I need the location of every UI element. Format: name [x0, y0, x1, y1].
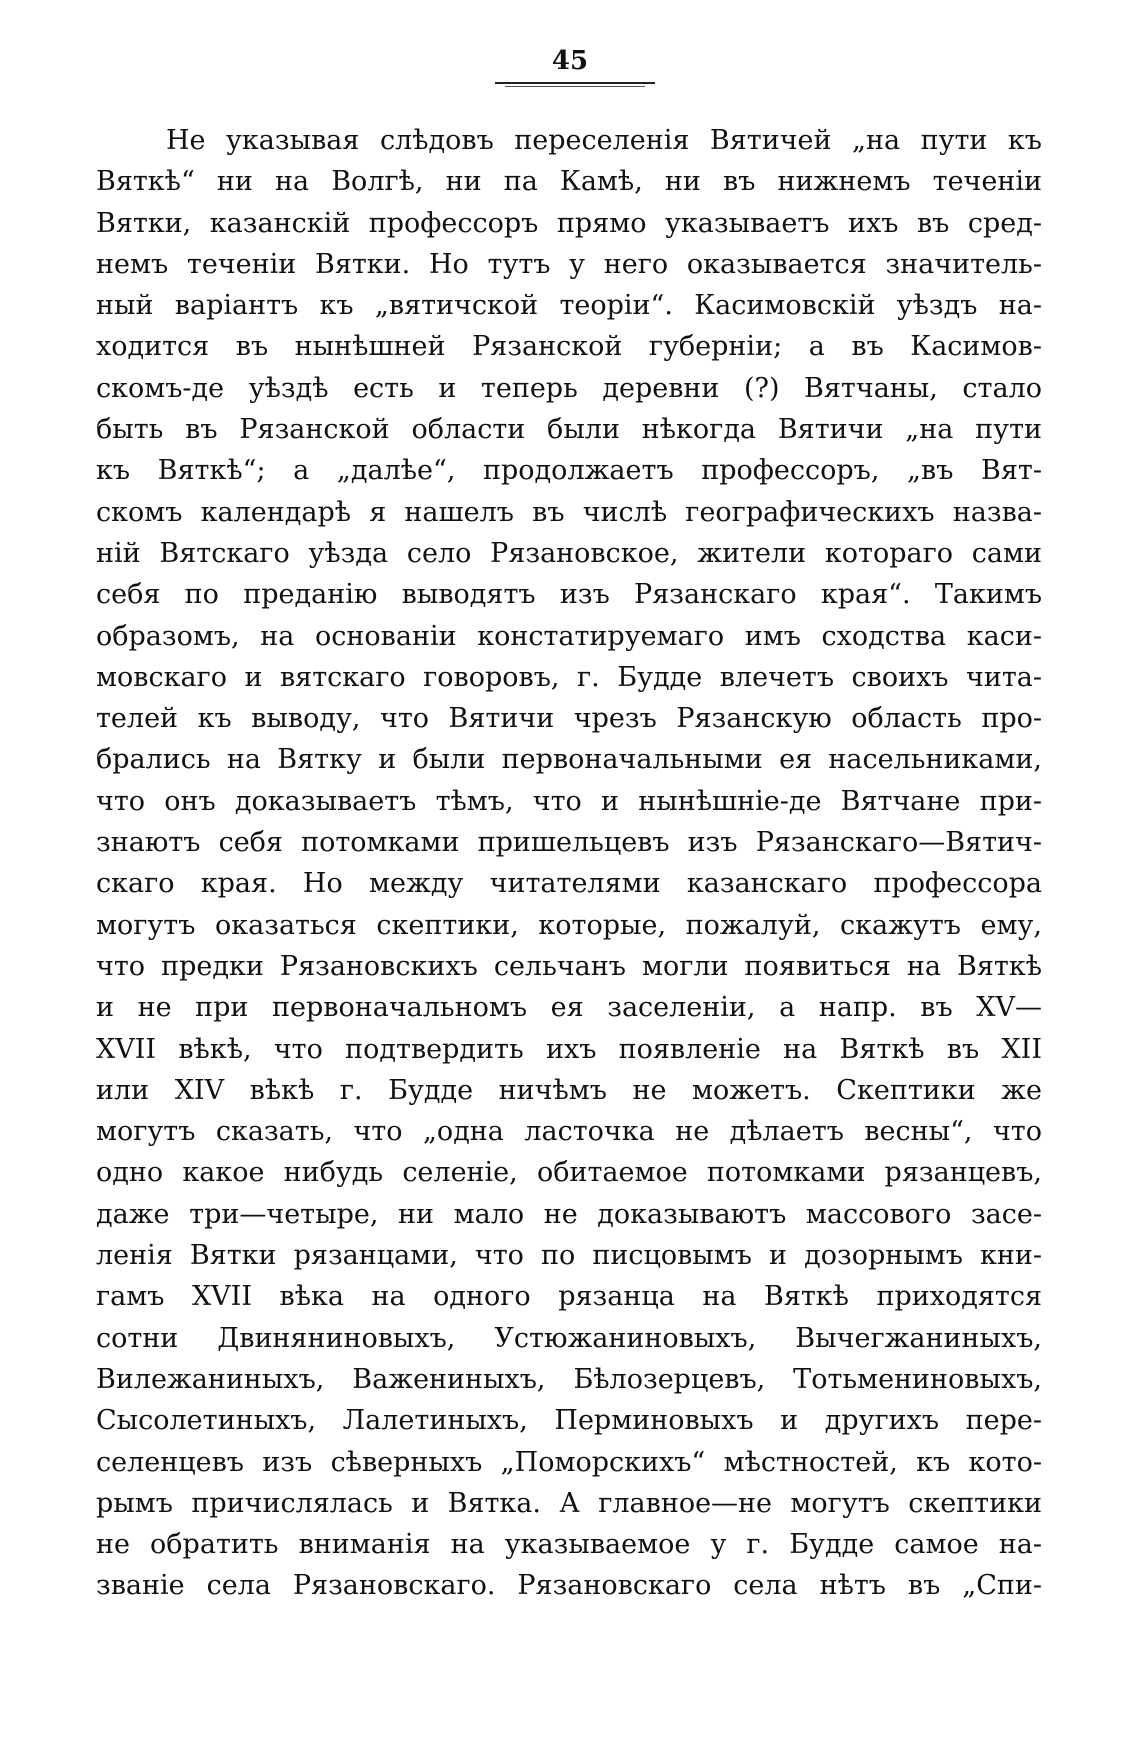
text-line: немъ теченіи Вятки. Но тутъ у него оказывается значитель-	[96, 248, 1042, 280]
text-line: образомъ, на основаніи констатируемаго имъ сходства каси-	[96, 620, 1042, 652]
text-line: Не указывая слѣдовъ переселенія Вятичей „на пути къ	[166, 125, 1042, 156]
body-text	[96, 120, 1042, 1607]
text-line: къ Вяткѣ“; а „далѣе“, продолжаетъ профессоръ, „въ Вят-	[96, 455, 1042, 487]
text-line: могутъ сказать, что „одна ласточка не дѣлаетъ весны“, что	[96, 1116, 1042, 1148]
header-rule-thin	[505, 86, 645, 87]
text-line: телей къ выводу, что Вятичи чрезъ Рязанскую область про-	[96, 703, 1042, 735]
text-line: сотни Двиняниновыхъ, Устюжаниновыхъ, Вычегжаниныхъ,	[96, 1322, 1042, 1354]
text-line: Сысолетиныхъ, Лалетиныхъ, Перминовыхъ и другихъ пере-	[96, 1405, 1042, 1437]
text-line: ный варіантъ къ „вятичской теоріи“. Касимовскій уѣздъ на-	[96, 290, 1042, 322]
text-line: ходится въ нынѣшней Рязанской губерніи; а въ Касимов-	[96, 331, 1042, 363]
text-line: Вятки, казанскій профессоръ прямо указываетъ ихъ въ сред-	[96, 207, 1042, 239]
text-line: даже три—четыре, ни мало не доказываютъ массового засе-	[96, 1198, 1042, 1230]
text-line: что онъ доказываетъ тѣмъ, что и нынѣшніе-де Вятчане при-	[96, 785, 1042, 817]
text-line: или XIV вѣкѣ г. Будде ничѣмъ не можетъ. Скептики же	[96, 1074, 1042, 1106]
text-line: что предки Рязановскихъ сельчанъ могли появиться на Вяткѣ	[96, 950, 1042, 982]
text-line: знаютъ себя потомками пришельцевъ изъ Рязанскаго—Вятич-	[96, 827, 1042, 859]
header-rule	[495, 82, 655, 84]
text-line: быть въ Рязанской области были нѣкогда Вятичи „на пути	[96, 414, 1042, 446]
text-line: скаго края. Но между читателями казанскаго профессора	[96, 868, 1042, 900]
text-line: гамъ XVII вѣка на одного рязанца на Вяткѣ приходятся	[96, 1281, 1042, 1313]
text-line: скомъ календарѣ я нашелъ въ числѣ географическихъ назва-	[96, 496, 1042, 528]
text-line: ленія Вятки рязанцами, что по писцовымъ и дозорнымъ кни-	[96, 1240, 1042, 1272]
text-line: Вилежаниныхъ, Важениныхъ, Бѣлозерцевъ, Тотьмениновыхъ,	[96, 1363, 1042, 1395]
text-line: рымъ причислялась и Вятка. А главное—не могутъ скептики	[96, 1487, 1042, 1519]
text-line: мовскаго и вятскаго говоровъ, г. Будде влечетъ своихъ чита-	[96, 661, 1042, 693]
page-number: 45	[551, 46, 589, 76]
text-line: и не при первоначальномъ ея заселеніи, а напр. въ XV—	[96, 992, 1042, 1024]
text-line: могутъ оказаться скептики, которые, пожалуй, скажутъ ему,	[96, 909, 1042, 941]
text-line: не обратить вниманія на указываемое у г. Будде самое на-	[96, 1529, 1042, 1561]
text-line: званіе села Рязановскаго. Рязановскаго села нѣтъ въ „Спи-	[96, 1570, 1042, 1602]
text-line: селенцевъ изъ сѣверныхъ „Поморскихъ“ мѣстностей, къ кото-	[96, 1446, 1042, 1478]
text-line: брались на Вятку и были первоначальными ея насельниками,	[96, 744, 1042, 776]
text-line: XVII вѣкѣ, что подтвердить ихъ появленіе на Вяткѣ въ XII	[96, 1033, 1042, 1065]
text-line: одно какое нибудь селеніе, обитаемое потомками рязанцевъ,	[96, 1157, 1042, 1189]
text-line: ній Вятскаго уѣзда село Рязановское, жители котораго сами	[96, 537, 1042, 569]
text-line: скомъ-де уѣздѣ есть и теперь деревни (?) Вятчаны, стало	[96, 372, 1042, 404]
text-line: себя по преданію выводятъ изъ Рязанскаго края“. Такимъ	[96, 579, 1042, 611]
text-line: Вяткѣ“ ни на Волгѣ, ни па Камѣ, ни въ нижнемъ теченіи	[96, 166, 1042, 198]
